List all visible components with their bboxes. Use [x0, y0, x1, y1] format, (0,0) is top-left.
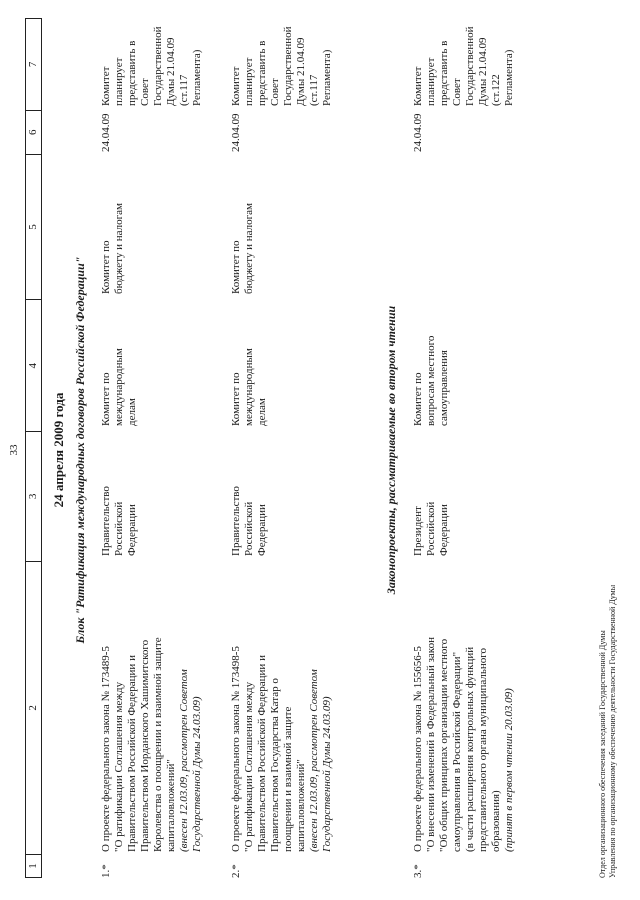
comment-line: (ст.117 Регламента) [308, 49, 333, 106]
column-number: 5 [26, 155, 41, 301]
co-committee-line: бюджету и налогам [113, 203, 125, 294]
initiator-line: Российской [113, 501, 125, 556]
committee-line: международным [113, 348, 125, 426]
comment-line: представить в Совет [126, 40, 151, 106]
bill-title-line: О проекте федерального закона № 173489-5 [100, 646, 112, 852]
comment-line: Думы 21.04.09 [165, 37, 177, 106]
bill-note-line: (внесен 12.03.09, рассмотрен Советом [308, 669, 320, 852]
initiator [412, 432, 516, 562]
agenda-item-row [100, 18, 204, 878]
comment-line: Комитет планирует [100, 57, 125, 106]
comment [412, 18, 516, 110]
responsible-committee [230, 300, 334, 432]
comment-line: представить в Совет [438, 40, 463, 106]
initiator-line: Федерации [126, 504, 138, 556]
comment-line: представить в Совет [256, 40, 281, 106]
comment-line: Государственной [152, 26, 164, 106]
deadline-date: 24.04.09 [412, 113, 424, 152]
column-number: 2 [26, 562, 41, 855]
co-committee-line: Комитет по [230, 240, 242, 294]
bill-title-line: (в части расширения контрольных функций [464, 646, 476, 852]
agenda-item-row [412, 18, 516, 878]
co-committee [100, 154, 204, 300]
committee-line: Комитет по [412, 372, 424, 426]
committee-line: международным [243, 348, 255, 426]
page-number: 33 [8, 444, 20, 456]
bill-title-line: "О внесении изменений в Федеральный закон [425, 637, 437, 852]
comment-line: Комитет планирует [230, 57, 255, 106]
block-heading: Блок "Ратификация международных договоров Российской Федерации" [73, 256, 87, 644]
bill-note-line: Государственной Думы 24.03.09) [321, 696, 333, 852]
deadline-date: 24.04.09 [100, 113, 112, 152]
bill-title-line: Правительством Российской Федерации и [256, 655, 268, 852]
comment-line: (ст.122 Регламента) [490, 49, 515, 106]
footer-line: Отдел организационного обеспечения заседаний Государственной Думы [598, 630, 607, 878]
bill-title-line: О проекте федерального закона № 155656-5 [412, 646, 424, 852]
document-footer [598, 585, 618, 878]
comment-line: Думы 21.04.09 [295, 37, 307, 106]
committee-line: Комитет по [100, 372, 112, 426]
comment-line: Думы 21.04.09 [477, 37, 489, 106]
initiator-line: Федерации [256, 504, 268, 556]
column-number: 4 [26, 300, 41, 432]
bill-title-line: образования) [490, 790, 502, 852]
column-number: 3 [26, 432, 41, 562]
bill-title-line: "О ратификации Соглашения между [243, 681, 255, 852]
initiator-line: Российской [243, 501, 255, 556]
bill-title-line: Правительством Иорданского Хашимитского [139, 639, 151, 852]
bill-title-line: О проекте федерального закона № 173498-5 [230, 646, 242, 852]
comment-line: Государственной [464, 26, 476, 106]
initiator-line: Президент [412, 506, 424, 556]
bill-description [100, 562, 204, 856]
item-number: 1.* [100, 864, 112, 878]
co-committee-line: Комитет по [100, 240, 112, 294]
bill-note-line: (внесен 12.03.09, рассмотрен Советом [178, 669, 190, 852]
bill-title-line: Правительством Российской Федерации и [126, 655, 138, 852]
bill-title-line: Королевства о поощрении и взаимной защите [152, 637, 164, 852]
item-number: 3.* [412, 864, 424, 878]
committee-line: вопросам местного [425, 335, 437, 426]
comment-line: Комитет планирует [412, 57, 437, 106]
bill-description [230, 562, 334, 856]
footer-line: Управления по организационному обеспечению деятельности Государственной Думы [608, 584, 617, 878]
bill-title-line: представительного органа муниципального [477, 648, 489, 852]
co-committee [412, 154, 516, 300]
bill-title-line: "О ратификации Соглашения между [113, 681, 125, 852]
initiator-line: Федерации [438, 504, 450, 556]
comment [100, 18, 204, 110]
committee-line: делам [126, 398, 138, 426]
date-heading: 24 апреля 2009 года [51, 392, 66, 508]
column-number: 1 [27, 863, 39, 869]
bill-note-line: (принят в первом чтении 20.03.09) [503, 688, 515, 852]
second-reading-heading: Законопроекты, рассматриваемые во втором чтении [384, 305, 398, 595]
initiator [230, 432, 334, 562]
bill-title-line: "Об общих принципах организации местного [438, 638, 450, 852]
agenda-item-row [230, 18, 334, 878]
co-committee [230, 154, 334, 300]
item-number: 2.* [230, 864, 242, 878]
responsible-committee [412, 300, 516, 432]
initiator-line: Правительство [230, 486, 242, 556]
committee-line: самоуправления [438, 350, 450, 426]
column-number-header [25, 18, 42, 878]
responsible-committee [100, 300, 204, 432]
committee-line: делам [256, 398, 268, 426]
bill-title-line: самоуправления в Российской Федерации" [451, 651, 463, 852]
initiator-line: Российской [425, 501, 437, 556]
comment-line: (ст.117 Регламента) [178, 49, 203, 106]
comment [230, 18, 334, 110]
bill-title-line: капиталовложений" [165, 759, 177, 852]
bill-title-line: поощрении и взаимной защите [282, 706, 294, 852]
bill-description [412, 562, 516, 856]
column-number: 7 [26, 19, 41, 111]
bill-note-line: Государственной Думы 24.03.09) [191, 696, 203, 852]
comment-line: Государственной [282, 26, 294, 106]
committee-line: Комитет по [230, 372, 242, 426]
initiator-line: Правительство [100, 486, 112, 556]
bill-title-line: Правительством Государства Катар о [269, 678, 281, 852]
bill-title-line: капиталовложений" [295, 759, 307, 852]
column-number: 6 [26, 111, 41, 155]
deadline-date: 24.04.09 [230, 113, 242, 152]
initiator [100, 432, 204, 562]
co-committee-line: бюджету и налогам [243, 203, 255, 294]
